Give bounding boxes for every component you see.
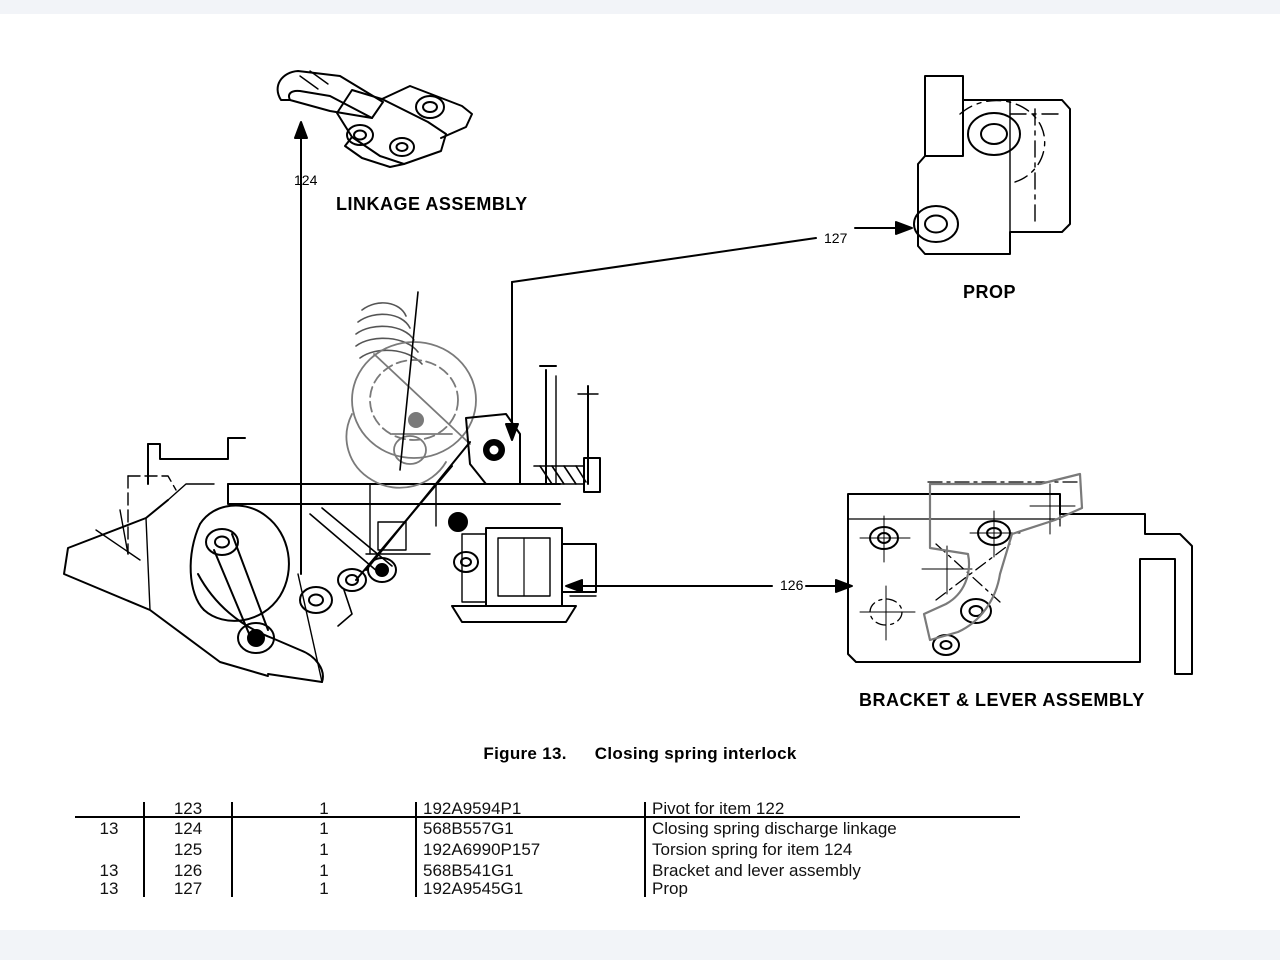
table-row (75, 802, 1020, 817)
mechanical-assembly-drawing (0, 14, 1280, 784)
cell-item: 127 (144, 881, 232, 897)
leader-126 (566, 580, 852, 592)
leader-124 (295, 122, 307, 574)
cell-part-number: 568B557G1 (416, 817, 645, 839)
label-linkage-assembly: LINKAGE ASSEMBLY (336, 194, 528, 214)
cell-description: Prop (652, 881, 688, 897)
page-top-margin (0, 0, 1280, 14)
cell-quantity: 1 (232, 802, 416, 817)
document-page (0, 14, 1280, 930)
page-bottom-margin (0, 930, 1280, 960)
cell-description: Closing spring discharge linkage (645, 817, 1020, 839)
label-bracket-lever-assembly: BRACKET & LEVER ASSEMBLY (859, 690, 1145, 710)
cell-quantity: 1 (232, 839, 416, 860)
main-mechanism (64, 292, 600, 682)
callout-126: 126 (780, 577, 804, 593)
linkage-assembly-detail (278, 71, 472, 167)
cell-item: 124 (144, 817, 232, 839)
cell-figure: 13 (75, 817, 144, 839)
cell-quantity: 1 (232, 860, 416, 881)
figure-13-drawing (0, 14, 1280, 784)
parts-list-table (75, 802, 1020, 914)
figure-number: Figure 13. (483, 744, 567, 763)
table-row (75, 860, 1020, 881)
cell-quantity: 1 (232, 817, 416, 839)
cell-description: Bracket and lever assembly (652, 861, 861, 880)
figure-title: Closing spring interlock (594, 744, 797, 763)
cell-part-number: 192A9594P1 (416, 802, 645, 817)
cell-part-number: 192A6990P157 (416, 839, 645, 860)
cell-part-number: 192A9545G1 (416, 881, 645, 897)
callout-127: 127 (824, 230, 848, 246)
cell-description: Torsion spring for item 124 (652, 840, 853, 859)
cell-item: 126 (144, 860, 232, 881)
cell-item: 123 (144, 802, 232, 817)
label-prop: PROP (963, 282, 1017, 302)
prop-detail (914, 76, 1070, 254)
table-row (75, 839, 1020, 860)
cell-description: Pivot for item 122 (652, 802, 785, 817)
cell-item: 125 (144, 839, 232, 860)
table-row (75, 881, 1020, 897)
leader-127 (506, 222, 912, 440)
bracket-lever-detail (848, 474, 1192, 674)
cell-figure: 13 (75, 881, 144, 897)
callout-124: 124 (294, 172, 318, 188)
cell-figure (75, 839, 144, 860)
cell-figure (75, 802, 144, 817)
cell-part-number: 568B541G1 (416, 860, 645, 881)
cell-quantity: 1 (232, 881, 416, 897)
table-row (75, 817, 1020, 839)
figure-caption (0, 744, 1280, 764)
cell-figure: 13 (75, 860, 144, 881)
